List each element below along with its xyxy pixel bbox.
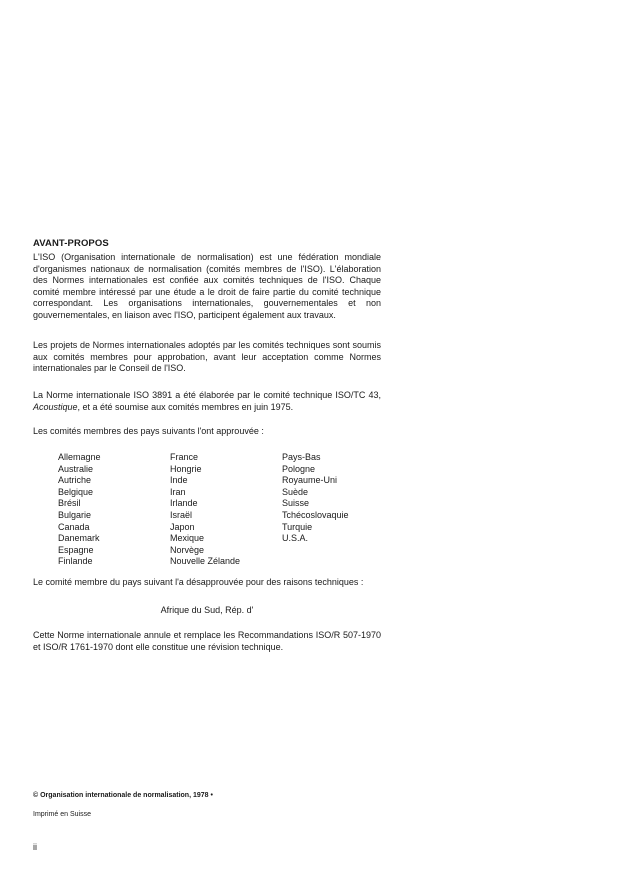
disapproving-country: Afrique du Sud, Rép. d' (160, 605, 254, 615)
country-item: U.S.A. (282, 533, 309, 544)
page-number: ii (33, 842, 37, 852)
country-item: Bulgarie (58, 509, 92, 520)
country-list-column-2 (170, 452, 240, 568)
country-item: Belgique (58, 486, 94, 497)
country-list-column-1 (58, 452, 101, 568)
paragraph-disapproval-intro: Le comité membre du pays suivant l'a désapprouvée pour des raisons techniques : (33, 577, 364, 587)
country-item: Suède (282, 486, 309, 497)
paragraph-iso-intro: L'ISO (Organisation internationale de normalisation) est une fédération mondiale d'organismes nationaux de normalisation (comités membres de l'ISO). L'élaboration des Normes internationales est confiée aux comités techniques de l'ISO. Chaque comité membre intéressé par une étude a le droit de faire partie du comité technique correspondant. Les organisations internationales, gouvernementales et non gouvernementales, en liaison avec l'ISO, participent également aux travaux. (33, 252, 381, 320)
country-item: Nouvelle Zélande (170, 556, 241, 567)
country-item: Danemark (58, 533, 100, 544)
country-item: Japon (170, 521, 195, 532)
country-item: Tchécoslovaquie (282, 509, 349, 520)
country-item: Pologne (282, 463, 316, 474)
country-item: Allemagne (58, 452, 101, 462)
country-item: Hongrie (170, 463, 202, 474)
country-item: Autriche (58, 475, 92, 486)
copyright-notice: © Organisation internationale de normalisation, 1978 • (33, 792, 213, 799)
paragraph-standard-origin-part1: La Norme internationale ISO 3891 a été élaborée par le comité technique ISO/TC 43, (33, 390, 381, 400)
country-item: Australie (58, 463, 94, 474)
printed-in: Imprimé en Suisse (33, 811, 91, 818)
committee-name: Acoustique (33, 401, 78, 412)
paragraph-supersedes: Cette Norme internationale annule et remplace les Recommandations ISO/R 507-1970 et ISO/R 1761-1970 dont elle constitue une révision technique. (33, 630, 381, 652)
paragraph-drafts: Les projets de Normes internationales adoptés par les comités techniques sont soumis aux comités membres pour approbation, avant leur acceptation comme Normes internationales par le Conseil de l'ISO. (33, 340, 381, 374)
country-item: Turquie (282, 521, 313, 532)
country-item: France (170, 452, 199, 462)
country-item: Norvège (170, 544, 205, 555)
paragraph-standard-origin (33, 390, 381, 413)
country-item: Pays-Bas (282, 452, 321, 462)
country-item: Suisse (282, 498, 310, 509)
country-item: Mexique (170, 533, 205, 544)
country-item: Israël (170, 509, 193, 520)
country-item: Finlande (58, 556, 93, 567)
paragraph-standard-origin-part2: , et a été soumise aux comités membres en juin 1975. (77, 401, 294, 412)
section-heading: AVANT-PROPOS (33, 238, 109, 249)
country-item: Inde (170, 475, 188, 486)
country-item: Brésil (58, 498, 81, 509)
country-item: Royaume-Uni (282, 475, 338, 486)
country-list-column-3 (282, 452, 349, 545)
country-item: Espagne (58, 544, 94, 555)
country-item: Canada (58, 521, 90, 532)
country-item: Iran (170, 486, 186, 497)
country-item: Irlande (170, 498, 198, 509)
paragraph-approval-intro: Les comités membres des pays suivants l'ont approuvée : (33, 426, 264, 436)
